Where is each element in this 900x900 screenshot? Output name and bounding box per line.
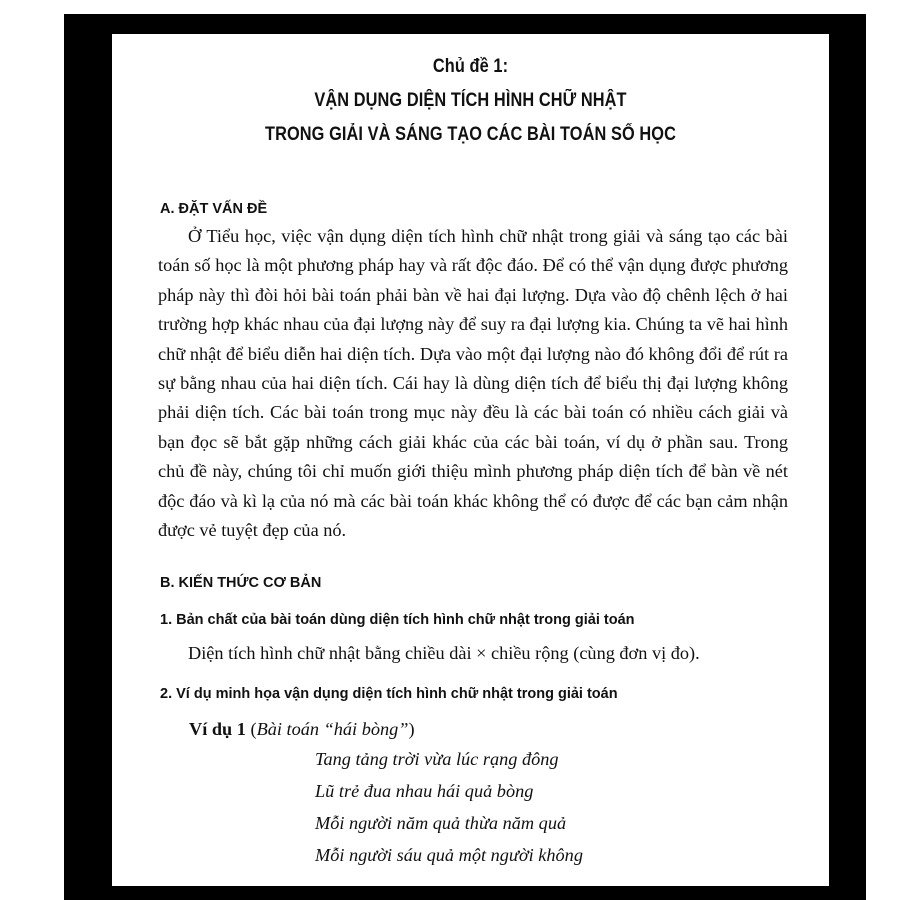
- item-2-heading: 2. Ví dụ minh họa vận dụng diện tích hình chữ nhật trong giải toán: [160, 686, 618, 702]
- book-page: [112, 34, 829, 886]
- poem-line-2: Lũ trẻ đua nhau hái quả bòng: [315, 781, 534, 801]
- example-open-paren: (: [245, 719, 257, 739]
- item-1-text: Diện tích hình chữ nhật bằng chiều dài × chiều rộng (cùng đơn vị đo).: [188, 643, 700, 663]
- example-label: Ví dụ 1: [189, 719, 246, 739]
- section-a-heading: A. ĐẶT VẤN ĐỀ: [160, 201, 268, 217]
- poem-line-4: Mỗi người sáu quả một người không: [315, 845, 583, 865]
- example-title: Bài toán “hái bòng”: [256, 719, 409, 739]
- poem-line-1: Tang tảng trời vừa lúc rạng đông: [315, 749, 559, 769]
- section-b-heading: B. KIẾN THỨC CƠ BẢN: [160, 575, 322, 591]
- example-close-paren: ): [408, 719, 415, 739]
- title-line-1: VẬN DỤNG DIỆN TÍCH HÌNH CHỮ NHẬT: [314, 90, 627, 111]
- section-a-paragraph: Ở Tiểu học, việc vận dụng diện tích hình chữ nhật trong giải và sáng tạo các bài toán số học là một phương pháp hay và rất độc đáo. Để có thể vận dụng được phương pháp này thì đòi hỏi bài toán phải bàn về hai đại lượng. Dựa vào độ chênh lệch ở hai trường hợp khác nhau của đại lượng này để suy ra đại lượng kia. Chúng ta vẽ hai hình chữ nhật để biểu diễn hai diện tích. Dựa vào một đại lượng nào đó không đổi để rút ra sự bằng nhau của hai diện tích. Cái hay là dùng diện tích để biểu thị đại lượng không phải diện tích. Các bài toán trong mục này đều là các bài toán có nhiều cách giải và bạn đọc sẽ bắt gặp những cách giải khác của các bài toán, ví dụ ở phần sau. Trong chủ đề này, chúng tôi chỉ muốn giới thiệu mình phương pháp diện tích để bàn về nét độc đáo và kì lạ của nó mà các bài toán khác không thể có được để các bạn cảm nhận được vẻ tuyệt đẹp của nó.: [158, 226, 788, 541]
- topic-number: Chủ đề 1:: [432, 56, 509, 77]
- poem-line-3: Mỗi người năm quả thừa năm quả: [315, 813, 567, 833]
- title-line-2: TRONG GIẢI VÀ SÁNG TẠO CÁC BÀI TOÁN SỐ HỌC: [265, 124, 676, 145]
- black-border-frame: [64, 14, 866, 900]
- item-1-heading: 1. Bản chất của bài toán dùng diện tích hình chữ nhật trong giải toán: [160, 612, 635, 628]
- example-1-label: [189, 718, 415, 740]
